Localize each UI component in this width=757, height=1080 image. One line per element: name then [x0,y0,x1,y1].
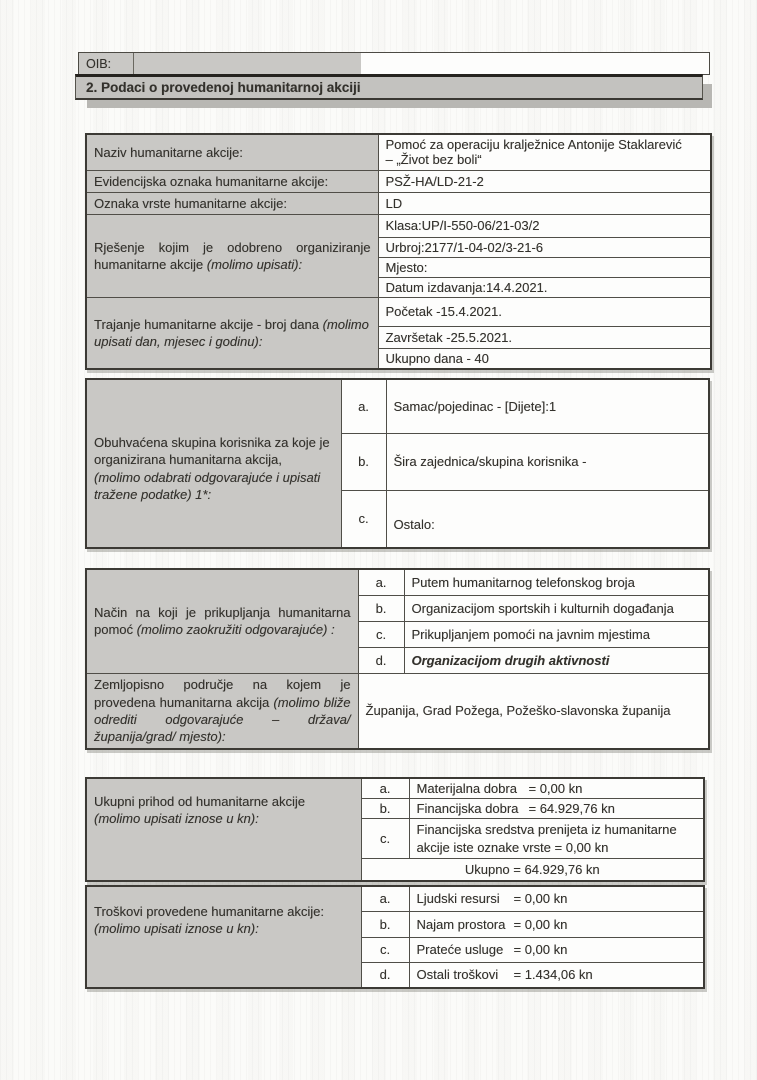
action-name-line1: Pomoć za operaciju kralježnice Antonije Staklarević [385,137,682,153]
field-label [86,297,378,369]
cost-item-name: Prateće usluge [416,942,504,957]
field-label [86,673,358,749]
field-label [86,778,361,881]
income-item-amount: = 64.929,76 kn [528,801,615,816]
field-label [86,886,361,988]
oib-label: OIB: [79,53,134,74]
field-value: Samac/pojedinac - [Dijete]:1 [386,379,709,433]
field-value: Ostalo: [386,490,709,548]
field-value: Prikupljanjem pomoći na javnim mjestima [404,621,709,647]
cost-item-name: Ostali troškovi [416,967,499,983]
field-value: LD [378,192,711,214]
field-value [409,911,704,937]
section-header: 2. Podaci o provedenoj humanitarnoj akciji [75,74,703,100]
income-item-amount: = 0,00 kn [528,781,583,796]
income-item-name: Financijska dobra [416,801,519,816]
field-label-italic: (molimo zaokružiti odgovarajuće) : [136,622,335,638]
table-action-info [85,133,712,370]
field-value: Urbroj:2177/1-04-02/3-21-6 [378,237,711,257]
income-total: Ukupno = 64.929,76 kn [361,859,704,881]
field-value: Datum izdavanja:14.4.2021. [378,277,711,297]
field-value: Šira zajednica/skupina korisnika - [386,433,709,490]
oib-redaction-box [134,53,361,74]
field-label-text: Ukupni prihod od humanitarne akcije [94,794,306,809]
field-value: Organizacijom drugih aktivnosti [404,647,709,673]
table-user-group [85,378,710,549]
field-value [409,962,704,988]
field-value [409,778,704,799]
row-letter: b. [361,799,409,819]
table-costs [85,885,705,989]
row-letter: b. [358,595,404,621]
field-label-italic: (molimo upisati iznose u kn): [94,921,259,937]
row-letter: c. [341,490,386,548]
action-name-line2: – „Život bez boli“ [385,152,482,168]
row-letter: c. [358,621,404,647]
field-value: Završetak -25.5.2021. [378,326,711,348]
row-letter: a. [358,569,404,595]
cost-item-name: Najam prostora [416,916,506,932]
field-value [409,937,704,962]
row-letter: b. [361,911,409,937]
field-label [86,379,341,548]
row-letter: d. [361,962,409,988]
field-value [378,134,711,170]
oib-field [78,52,710,75]
field-label: Naziv humanitarne akcije: [86,134,378,170]
field-value: Financijska sredstva prenijeta iz humanitarne akcije iste oznake vrste = 0,00 kn [409,819,704,859]
field-value: Županija, Grad Požega, Požeško-slavonska županija [358,673,709,749]
field-value: PSŽ-HA/LD-21-2 [378,170,711,192]
row-letter: a. [341,379,386,433]
row-letter: a. [361,886,409,911]
income-item-name: Materijalna dobra [416,781,517,796]
cost-item-name: Ljudski resursi [416,891,500,907]
field-value: Putem humanitarnog telefonskog broja [404,569,709,595]
oib-empty-area [361,53,709,74]
field-value: Mjesto: [378,257,711,277]
field-label-text: Troškovi provedene humanitarne akcije: [94,904,325,919]
field-value [409,886,704,911]
field-label: Evidencijska oznaka humanitarne akcije: [86,170,378,192]
field-value [409,799,704,819]
field-label-text: Način na koji je prikupljanja humanitarna pomoć [94,605,351,638]
field-label-italic: (molimo upisati): [206,256,303,272]
cost-item-amount: = 0,00 kn [513,891,568,907]
field-label-italic: (molimo odabrati odgovarajuće i upisati tražene podatke) 1*: [94,469,321,502]
field-label-text: Obuhvaćena skupina korisnika za koje je organizirana humanitarna akcija, [94,435,330,468]
row-letter: d. [358,647,404,673]
field-label-italic: (molimo bliže odrediti odgovarajuće – država/županija/grad/ mjesto): [94,694,351,744]
field-value: Organizacijom sportskih i kulturnih događanja [404,595,709,621]
field-label-italic: (molimo upisati dan, mjesec i godinu): [94,316,369,349]
table-collection-method [85,568,710,750]
field-value: Ukupno dana - 40 [378,348,711,369]
field-label [86,214,378,297]
field-label-text: Zemljopisno područje na kojem je provedena humanitarna akcija [94,677,351,710]
field-label-text: Trajanje humanitarne akcije - broj dana [94,316,323,332]
field-label: Oznaka vrste humanitarne akcije: [86,192,378,214]
field-label-italic: (molimo upisati iznose u kn): [94,811,259,827]
cost-item-amount: = 1.434,06 kn [513,967,593,983]
field-label [86,569,358,673]
row-letter: a. [361,778,409,799]
cost-item-amount: = 0,00 kn [513,916,568,932]
row-letter: c. [361,937,409,962]
table-income [85,777,705,882]
field-value: Početak -15.4.2021. [378,297,711,326]
cost-item-amount: = 0,00 kn [513,942,568,957]
field-label-text: Rješenje kojim je odobreno organiziranje humanitarne akcije [94,239,371,272]
field-value: Klasa:UP/I-550-06/21-03/2 [378,214,711,237]
row-letter: b. [341,433,386,490]
row-letter: c. [361,819,409,859]
